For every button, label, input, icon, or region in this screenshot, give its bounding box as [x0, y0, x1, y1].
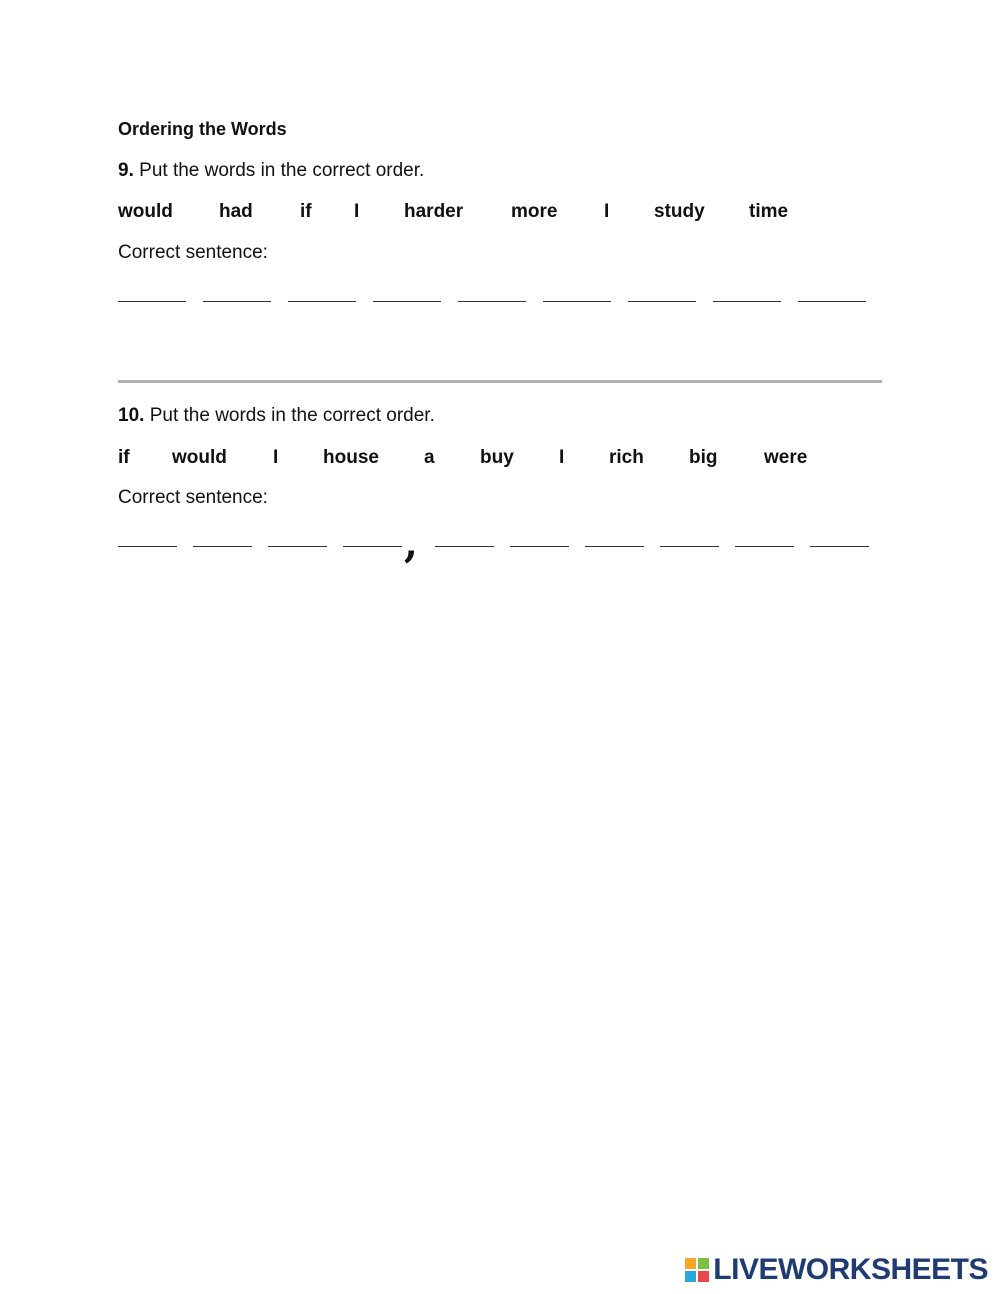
q9-answer-slot[interactable]: [203, 301, 271, 302]
q9-word[interactable]: I: [354, 201, 360, 222]
q10-answer-slot[interactable]: [585, 546, 644, 547]
section-divider: [118, 380, 882, 383]
q9-answer-slot[interactable]: [798, 301, 866, 302]
q9-word[interactable]: I: [604, 201, 610, 222]
q9-answer-slot[interactable]: [543, 301, 611, 302]
q9-answer-slot[interactable]: [118, 301, 186, 302]
q10-answer-slot[interactable]: [118, 546, 177, 547]
logo-blocks-icon: [685, 1258, 709, 1282]
q10-number: 10.: [118, 405, 145, 426]
q9-word[interactable]: time: [749, 201, 789, 222]
q9-word[interactable]: if: [300, 201, 312, 222]
q9-answer-slot[interactable]: [373, 301, 441, 302]
q9-word[interactable]: harder: [404, 201, 464, 222]
liveworksheets-logo: [685, 1253, 988, 1287]
q10-answer-slot[interactable]: [193, 546, 252, 547]
q9-answer-blanks: [0, 290, 1000, 330]
q9-word[interactable]: would: [118, 201, 173, 222]
q10-answer-slot[interactable]: [735, 546, 794, 547]
q9-word[interactable]: had: [219, 201, 253, 222]
q10-prompt: [118, 405, 435, 427]
q10-word-bank: [118, 447, 898, 473]
q9-word-bank: [118, 201, 898, 227]
q10-answer-slot[interactable]: [435, 546, 494, 547]
q10-word[interactable]: I: [273, 447, 279, 468]
q10-word[interactable]: buy: [480, 447, 514, 468]
q10-word[interactable]: rich: [609, 447, 644, 468]
q9-answer-slot[interactable]: [628, 301, 696, 302]
q10-instruction: Put the words in the correct order.: [149, 405, 435, 426]
comma-mark: ,: [404, 520, 418, 567]
q9-answer-slot[interactable]: [288, 301, 356, 302]
q9-prompt: [118, 160, 424, 182]
q10-word[interactable]: I: [559, 447, 565, 468]
q9-number: 9.: [118, 160, 134, 181]
q10-word[interactable]: a: [424, 447, 435, 468]
q10-answer-blanks: [0, 520, 1000, 570]
q9-answer-label: Correct sentence:: [118, 242, 268, 263]
q10-word[interactable]: would: [172, 447, 227, 468]
q10-word[interactable]: big: [689, 447, 718, 468]
q10-word[interactable]: were: [764, 447, 808, 468]
logo-text: LIVEWORKSHEETS: [713, 1253, 988, 1286]
q9-instruction: Put the words in the correct order.: [139, 160, 425, 181]
q9-answer-slot[interactable]: [713, 301, 781, 302]
q9-word[interactable]: study: [654, 201, 705, 222]
q10-answer-slot[interactable]: [343, 546, 402, 547]
q10-word[interactable]: if: [118, 447, 130, 468]
q10-answer-label: Correct sentence:: [118, 487, 268, 508]
q9-word[interactable]: more: [511, 201, 558, 222]
q10-word[interactable]: house: [323, 447, 379, 468]
q10-answer-slot[interactable]: [660, 546, 719, 547]
section-heading: Ordering the Words: [118, 119, 287, 139]
q10-answer-slot[interactable]: [810, 546, 869, 547]
q10-answer-slot[interactable]: [268, 546, 327, 547]
q10-answer-slot[interactable]: [510, 546, 569, 547]
q9-answer-slot[interactable]: [458, 301, 526, 302]
